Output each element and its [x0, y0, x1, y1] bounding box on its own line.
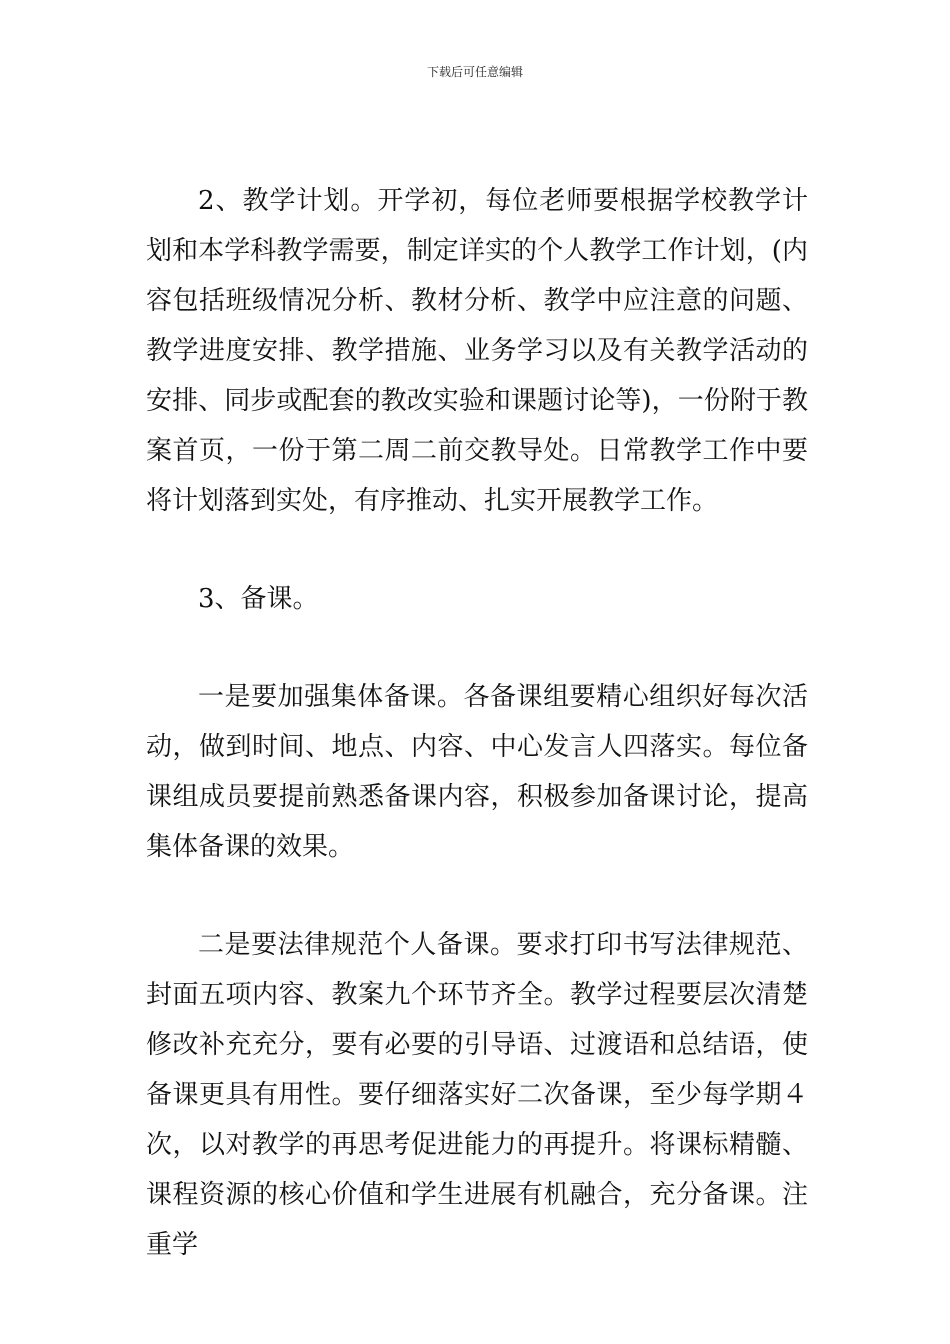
paragraph-lesson-prep-heading: 3、备课。 — [198, 584, 319, 614]
paragraph-gap — [146, 872, 808, 920]
paragraph-collective-prep: 一是要加强集体备课。各备课组要精心组织好每次活动，做到时间、地点、内容、中心发言人四落实。每位备课组成员要提前熟悉备课内容，积极参加备课讨论，提高集体备课的效果。 — [146, 682, 808, 862]
paragraph-teaching-plan: 2、教学计划。开学初，每位老师要根据学校教学计划和本学科教学需要，制定详实的个人教学工作计划，(内容包括班级情况分析、教材分析、教学中应注意的问题、教学进度安排、教学措施、业务学习以及有关教学活动的安排、同步或配套的教改实验和课题讨论等)，一份附于教案首页，一份于第二周二前交教导处。日常教学工作中要将计划落到实处，有序推动、扎实开展教学工作。 — [146, 186, 808, 516]
document-body — [146, 176, 808, 1270]
page-header: 下载后可任意编辑 — [426, 65, 523, 79]
paragraph-gap — [146, 526, 808, 574]
paragraph-individual-prep: 二是要法律规范个人备课。要求打印书写法律规范、封面五项内容、教案九个环节齐全。教学过程要层次清楚修改补充充分，要有必要的引导语、过渡语和总结语，使备课更具有用性。要仔细落实好二次备课，至少每学期４次，以对教学的再思考促进能力的再提升。将课标精髓、课程资源的核心价值和学生进展有机融合，充分备课。注重学 — [146, 930, 808, 1260]
paragraph-gap — [146, 624, 808, 672]
